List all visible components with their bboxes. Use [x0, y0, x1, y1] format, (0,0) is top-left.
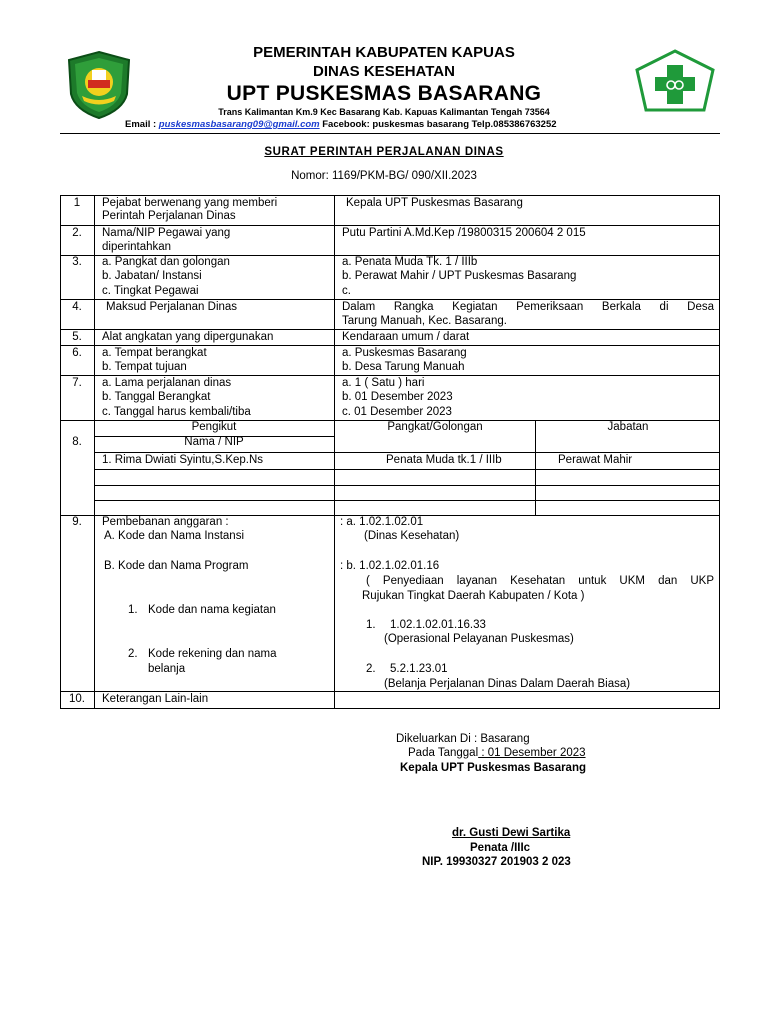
row-9-value-2-name: (Belanja Perjalanan Dinas Dalam Daerah Biasa): [384, 678, 631, 690]
companion-name: 1. Rima Dwiati Syintu,S.Kep.Ns: [102, 454, 264, 466]
row-7-label-c: c. Tanggal harus kembali/tiba: [102, 406, 251, 418]
row-3-label-a: a. Pangkat dan golongan: [102, 256, 230, 268]
row-4-value-2: Tarung Manuah, Kec. Basarang.: [342, 315, 507, 327]
issued-place: Dikeluarkan Di : Basarang: [396, 733, 530, 745]
row-9-number: 9.: [72, 516, 82, 528]
row-4-number: 4.: [72, 301, 82, 313]
row-5-label: Alat angkatan yang dipergunakan: [102, 331, 274, 343]
row-7-value-c: c. 01 Desember 2023: [342, 406, 452, 418]
row-9-value-1: 1.02.1.02.01.16.33: [390, 619, 486, 631]
row-9-label-1-number: 1.: [128, 604, 138, 616]
row-1-value: Kepala UPT Puskesmas Basarang: [346, 197, 523, 209]
row-5-number: 5.: [72, 331, 82, 343]
signer-rank: Penata /IIIc: [470, 842, 531, 854]
row-9-label-2: Kode rekening dan nama: [148, 648, 277, 660]
issued-date-value: : 01 Desember 2023: [478, 747, 586, 759]
row-9-value-1-name: (Operasional Pelayanan Puskesmas): [384, 633, 574, 645]
document-number: Nomor: 1169/PKM-BG/ 090/XII.2023: [291, 170, 477, 182]
row-9-value-2: 5.2.1.23.01: [390, 663, 448, 675]
header-department: DINAS KESEHATAN: [313, 63, 455, 80]
row-2-label: Nama/NIP Pegawai yang: [102, 227, 231, 239]
row-3-label-c: c. Tingkat Pegawai: [102, 285, 199, 297]
row-7-value-a: a. 1 ( Satu ) hari: [342, 377, 425, 389]
row-9-label-a: A. Kode dan Nama Instansi: [104, 530, 244, 542]
companion-position: Perawat Mahir: [558, 454, 633, 466]
row-3-value-a: a. Penata Muda Tk. 1 / IIIb: [342, 256, 478, 268]
row-9-value-1-number: 1.: [366, 619, 376, 631]
row-6-label-b: b. Tempat tujuan: [102, 361, 187, 373]
row-7-value-b: b. 01 Desember 2023: [342, 391, 453, 403]
row-9-label: Pembebanan anggaran :: [102, 516, 229, 528]
row-10-label: Keterangan Lain-lain: [102, 693, 209, 705]
row-1-label: Pejabat berwenang yang memberi: [102, 197, 278, 209]
row-9-label-1: Kode dan nama kegiatan: [148, 604, 276, 616]
header-government: PEMERINTAH KABUPATEN KAPUAS: [253, 44, 515, 61]
row-1-label-2: Perintah Perjalanan Dinas: [102, 210, 236, 222]
row-3-label-b: b. Jabatan/ Instansi: [102, 270, 202, 282]
document-title: SURAT PERINTAH PERJALANAN DINAS: [264, 146, 504, 158]
form-table: [60, 195, 720, 709]
signer-position: Kepala UPT Puskesmas Basarang: [400, 762, 587, 774]
row-7-label-a: a. Lama perjalanan dinas: [102, 377, 232, 389]
row-4-label: Maksud Perjalanan Dinas: [106, 301, 238, 313]
row-9-value-b: : b. 1.02.1.02.01.16: [340, 560, 440, 572]
row-7-number: 7.: [72, 377, 82, 389]
row-9-label-2-cont: belanja: [148, 663, 186, 675]
email-label: Email :: [125, 119, 157, 130]
row-9-value-b-name-2: Rujukan Tingkat Daerah Kabupaten / Kota ): [362, 590, 585, 602]
signer-nip: NIP. 19930327 201903 2 023: [422, 856, 571, 868]
contact-rest: Facebook: puskesmas basarang Telp.085386763252: [322, 119, 557, 130]
issued-date: [408, 747, 586, 759]
row-9-value-2-number: 2.: [366, 663, 376, 675]
header-institution: UPT PUSKESMAS BASARANG: [226, 82, 542, 105]
row-4-value: Dalam Rangka Kegiatan Pemeriksaan Berkala di Desa: [342, 301, 714, 313]
row-1-number: 1: [73, 197, 81, 209]
signer-name: dr. Gusti Dewi Sartika: [452, 827, 571, 839]
row-3-value-c: c.: [342, 285, 351, 297]
companion-name-header: Nama / NIP: [184, 436, 244, 448]
row-9-label-b: B. Kode dan Nama Program: [104, 560, 249, 572]
row-5-value: Kendaraan umum / darat: [342, 331, 470, 343]
row-8-number: 8.: [72, 436, 82, 448]
row-2-number: 2.: [72, 227, 82, 239]
row-6-label-a: a. Tempat berangkat: [102, 347, 207, 359]
companion-position-header: Jabatan: [607, 421, 649, 433]
row-6-value-b: b. Desa Tarung Manuah: [342, 361, 465, 373]
row-3-value-b: b. Perawat Mahir / UPT Puskesmas Basarang: [342, 270, 577, 282]
row-7-label-b: b. Tanggal Berangkat: [102, 391, 211, 403]
header-address: Trans Kalimantan Km.9 Kec Basarang Kab. Kapuas Kalimantan Tengah 73564: [218, 107, 550, 117]
companion-rank: Penata Muda tk.1 / IIIb: [386, 454, 502, 466]
row-9-value-b-name: ( Penyediaan layanan Kesehatan untuk UKM dan UKP: [366, 575, 714, 587]
companion-header: Pengikut: [191, 421, 237, 433]
header-divider: [60, 133, 720, 134]
companion-rank-header: Pangkat/Golongan: [387, 421, 483, 433]
row-2-value: Putu Partini A.Md.Kep /19800315 200604 2 015: [342, 227, 586, 239]
row-9-value-a-name: (Dinas Kesehatan): [364, 530, 460, 542]
row-10-number: 10.: [69, 693, 85, 705]
row-9-label-2-number: 2.: [128, 648, 138, 660]
row-3-number: 3.: [72, 256, 82, 268]
email-link[interactable]: puskesmasbasarang09@gmail.com: [158, 119, 320, 130]
row-6-value-a: a. Puskesmas Basarang: [342, 347, 467, 359]
row-2-label-2: diperintahkan: [102, 241, 172, 253]
issued-date-label: Pada Tanggal: [408, 747, 479, 759]
row-9-value-a: : a. 1.02.1.02.01: [340, 516, 424, 528]
header-contact: [125, 119, 557, 130]
row-6-number: 6.: [72, 347, 82, 359]
